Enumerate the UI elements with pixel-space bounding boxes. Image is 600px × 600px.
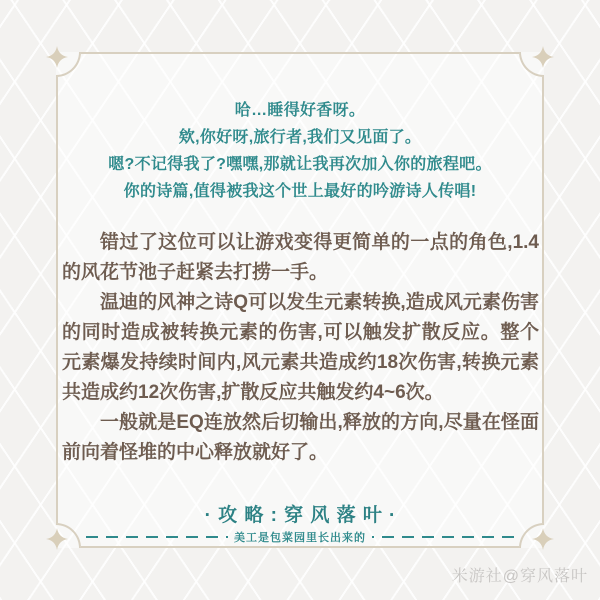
- frame-edge-top: [81, 52, 519, 54]
- frame-edge-bottom: [81, 546, 519, 548]
- divider-dashes-right: [372, 536, 514, 538]
- footer-subtitle: 美工是包菜园里长出来的: [234, 532, 366, 544]
- body-paragraph: 温迪的风神之诗Q可以发生元素转换,造成风元素伤害的同时造成被转换元素的伤害,可以触发扩散反应。整个元素爆发持续时间内,风元素共造成约18次伤害,转换元素共造成约12次伤害,扩散反应共触发约4~6次。: [62, 292, 539, 403]
- four-point-star-icon: [532, 528, 554, 550]
- quote-line: 哈…睡得好香呀。: [234, 102, 366, 119]
- quote-line: 你的诗篇,值得被我这个世上最好的吟游诗人传唱!: [123, 183, 477, 200]
- body-paragraph: 错过了这位可以让游戏变得更简单的一点的角色,1.4的风花节池子赶紧去打捞一手。: [62, 232, 539, 283]
- four-point-star-icon: [46, 528, 68, 550]
- quote-line: 欸,你好呀,旅行者,我们又见面了。: [178, 129, 422, 146]
- guide-body-text: [62, 228, 539, 468]
- footer-divider: [86, 530, 514, 544]
- body-paragraph: 一般就是EQ连放然后切输出,释放的方向,尽量在怪面前向着怪堆的中心释放就好了。: [62, 412, 539, 463]
- character-quote-block: [56, 97, 544, 205]
- four-point-star-icon: [532, 46, 554, 68]
- guide-footer-title: ·攻略:穿风落叶·: [204, 505, 403, 526]
- author-watermark: 米游社@穿风落叶: [451, 568, 588, 585]
- four-point-star-icon: [46, 46, 68, 68]
- divider-dashes-left: [86, 536, 228, 538]
- quote-line: 嗯?不记得我了?嘿嘿,那就让我再次加入你的旅程吧。: [108, 156, 492, 173]
